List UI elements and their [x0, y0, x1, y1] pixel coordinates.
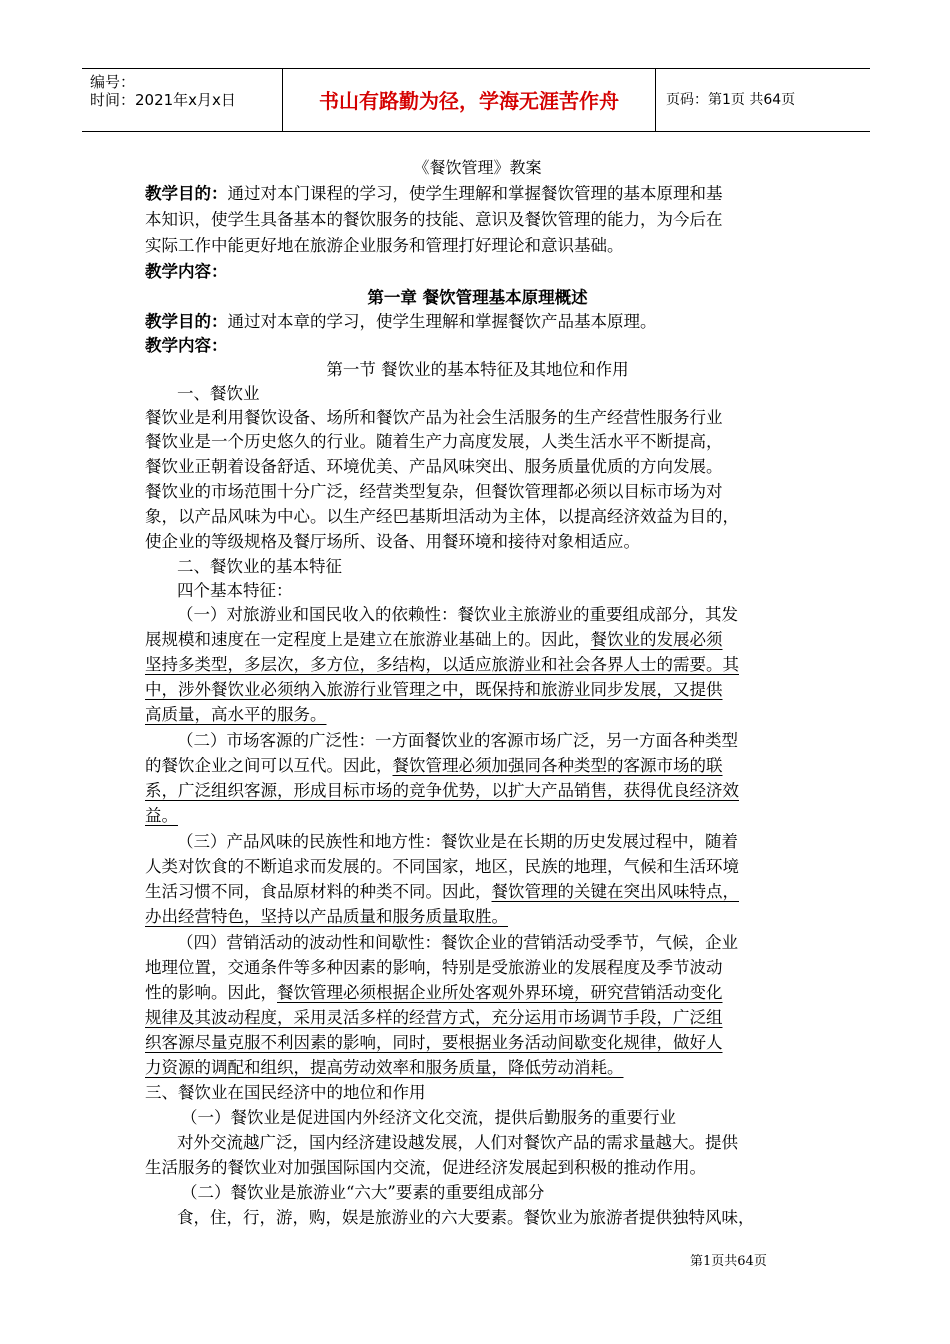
- underlined-text: 高质量，高水平的服务。: [145, 705, 327, 724]
- underlined-text: 力资源的调配和组织，提高劳动效率和服务质量，降低劳动消耗。: [145, 1058, 624, 1077]
- page-header: [82, 68, 870, 132]
- feature-text: 的餐饮企业之间可以互代。因此，: [145, 756, 393, 775]
- paragraph-line: 四个基本特征：: [177, 581, 293, 600]
- header-divider: [655, 69, 656, 131]
- feature-line: [145, 680, 810, 700]
- feature-line: [145, 983, 810, 1003]
- paragraph-line: 生活服务的餐饮业对加强国际国内交流，促进经济发展起到积极的推动作用。: [145, 1158, 706, 1177]
- objective-line: 本知识，使学生具备基本的餐饮服务的技能、意识及餐饮管理的能力，为今后在: [145, 210, 723, 229]
- feature-line: [145, 1008, 810, 1028]
- underlined-text: 中，涉外餐饮业必须纳入旅游行业管理之中，既保持和旅游业同步发展，又提供: [145, 680, 723, 699]
- chapter-objective: [145, 312, 810, 332]
- header-divider: [282, 69, 283, 131]
- feature-text: 生活习惯不同，食品原材料的种类不同。因此，: [145, 882, 492, 901]
- ch-objective-text: 通过对本章的学习，使学生理解和掌握餐饮产品基本原理。: [227, 312, 657, 331]
- code-label: 编号：: [90, 73, 136, 91]
- underlined-text: 餐饮管理的关键在突出风味特点，: [491, 882, 739, 901]
- underlined-text: 规律及其波动程度，采用灵活多样的经营方式，充分运用市场调节手段，广泛组: [145, 1008, 723, 1027]
- page-footer: 第1页共64页: [690, 1254, 767, 1269]
- subsection-heading: 一、餐饮业: [177, 384, 260, 403]
- header-motto: 书山有路勤为径，学海无涯苦作舟: [319, 89, 619, 113]
- paragraph-line: 餐饮业的市场范围十分广泛，经营类型复杂，但餐饮管理都必须以目标市场为对: [145, 482, 723, 501]
- feature-line: [145, 882, 810, 902]
- paragraph-line: 象，以产品风味为中心。以生产经巴基斯坦活动为主体，以提高经济效益为目的，: [145, 507, 739, 526]
- content-label: 教学内容：: [145, 262, 228, 281]
- underlined-text: 餐饮管理必须根据企业所处客观外界环境，研究营销活动变化: [277, 983, 723, 1002]
- feature-line: [145, 630, 810, 650]
- underlined-text: 办出经营特色，坚持以产品质量和服务质量取胜。: [145, 907, 508, 926]
- feature-line: 人类对饮食的不断追求而发展的。不同国家，地区，民族的地理，气候和生活环境: [145, 857, 739, 876]
- header-meta: [90, 73, 236, 109]
- feature-line: （四）营销活动的波动性和间歇性：餐饮企业的营销活动受季节，气候，企业: [177, 933, 738, 952]
- paragraph-line: 使企业的等级规格及餐厅场所、设备、用餐环境和接待对象相适应。: [145, 532, 640, 551]
- underlined-text: 织客源尽量克服不利因素的影响，同时，要根据业务活动间歇变化规律，做好人: [145, 1033, 723, 1052]
- feature-line: 地理位置，交通条件等多种因素的影响，特别是受旅游业的发展程度及季节波动: [145, 958, 723, 977]
- role-heading: （一）餐饮业是促进国内外经济文化交流，提供后勤服务的重要行业: [181, 1108, 676, 1127]
- section-title: 第一节 餐饮业的基本特征及其地位和作用: [326, 360, 629, 379]
- subsection-heading: 三、餐饮业在国民经济中的地位和作用: [145, 1083, 426, 1102]
- feature-line: （三）产品风味的民族性和地方性：餐饮业是在长期的历史发展过程中，随着: [177, 832, 738, 851]
- chapter-title: 第一章 餐饮管理基本原理概述: [367, 288, 588, 307]
- feature-line: [145, 655, 810, 675]
- feature-line: （一）对旅游业和国民收入的依赖性：餐饮业主旅游业的重要组成部分，其发: [177, 605, 738, 624]
- underlined-text: 系，广泛组织客源，形成目标市场的竞争优势，以扩大产品销售，获得优良经济效: [145, 781, 739, 800]
- subsection-heading: 二、餐饮业的基本特征: [177, 557, 342, 576]
- feature-line: [145, 781, 810, 801]
- underlined-text: 益。: [145, 806, 178, 825]
- paragraph-line: 餐饮业正朝着设备舒适、环境优美、产品风味突出、服务质量优质的方向发展。: [145, 457, 723, 476]
- doc-title: 《餐饮管理》教案: [413, 158, 542, 177]
- role-heading: （二）餐饮业是旅游业“六大”要素的重要组成部分: [181, 1183, 545, 1202]
- underlined-text: 餐饮管理必须加强同各种类型的客源市场的联: [392, 756, 723, 775]
- feature-line: （二）市场客源的广泛性：一方面餐饮业的客源市场广泛，另一方面各种类型: [177, 731, 738, 750]
- objective-line: 实际工作中能更好地在旅游企业服务和管理打好理论和意识基础。: [145, 236, 624, 255]
- feature-text: 展规模和速度在一定程度上是建立在旅游业基础上的。因此，: [145, 630, 591, 649]
- feature-line: [145, 806, 810, 826]
- underlined-text: 餐饮业的发展必须: [590, 630, 723, 649]
- feature-line: [145, 1058, 810, 1078]
- objective-line: [145, 184, 810, 204]
- paragraph-line: 食，住，行，游，购，娱是旅游业的六大要素。餐饮业为旅游者提供独特风味，: [177, 1208, 755, 1227]
- feature-line: [145, 1033, 810, 1053]
- feature-text: 性的影响。因此，: [145, 983, 277, 1002]
- objective-label: 教学目的：: [145, 184, 228, 203]
- feature-line: [145, 907, 810, 927]
- header-page-info: 页码：第1页 共64页: [666, 92, 796, 108]
- objective-text: 通过对本门课程的学习，使学生理解和掌握餐饮管理的基本原理和基: [227, 184, 723, 203]
- feature-line: [145, 705, 810, 725]
- feature-line: [145, 756, 810, 776]
- ch-objective-label: 教学目的：: [145, 312, 228, 331]
- paragraph-line: 对外交流越广泛，国内经济建设越发展，人们对餐饮产品的需求量越大。提供: [177, 1133, 738, 1152]
- ch-content-label: 教学内容：: [145, 336, 228, 355]
- time-label: 时间：2021年x月x日: [90, 91, 236, 109]
- paragraph-line: 餐饮业是一个历史悠久的行业。随着生产力高度发展，人类生活水平不断提高，: [145, 432, 723, 451]
- underlined-text: 坚持多类型，多层次，多方位，多结构，以适应旅游业和社会各界人士的需要。其: [145, 655, 739, 674]
- paragraph-line: 餐饮业是利用餐饮设备、场所和餐饮产品为社会生活服务的生产经营性服务行业: [145, 408, 723, 427]
